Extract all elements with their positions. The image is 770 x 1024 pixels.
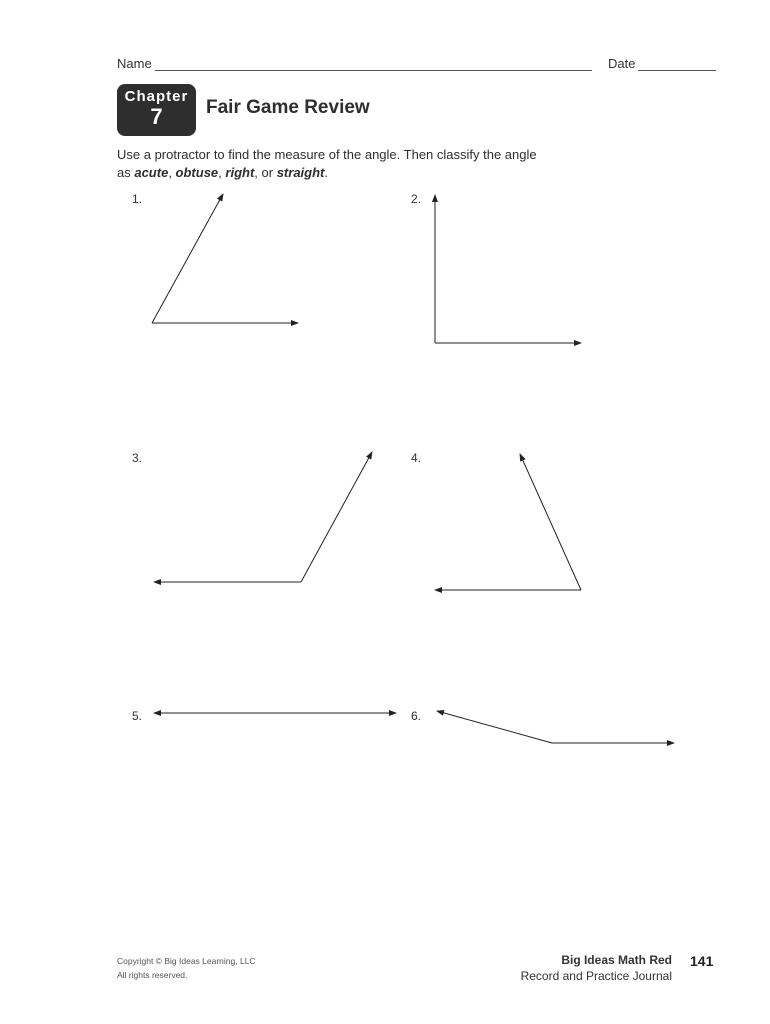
angle-3-figure: [154, 452, 372, 582]
term-acute: acute: [134, 165, 169, 180]
problem-2-number: 2.: [411, 192, 422, 206]
book-subtitle: Record and Practice Journal: [520, 969, 672, 983]
term-obtuse: obtuse: [175, 165, 219, 180]
copyright-text: Copyright © Big Ideas Learning, LLC: [117, 956, 256, 966]
instructions-line1: Use a protractor to find the measure of the angle. Then classify the angle: [117, 147, 537, 162]
angle-2-figure: [435, 195, 581, 343]
instructions: Use a protractor to find the measure of the angle. Then classify the angle as acute, obtuse, right, or straight.: [117, 147, 537, 180]
rights-text: All rights reserved.: [117, 970, 188, 980]
page-title: Fair Game Review: [206, 97, 370, 118]
angle-4-figure: [435, 454, 581, 590]
problem-6-number: 6.: [411, 709, 422, 723]
page-number: 141: [690, 953, 714, 969]
copyright-notice: [117, 954, 256, 982]
term-straight: straight: [276, 165, 325, 180]
angle-6-figure: [437, 711, 674, 743]
problem-3-number: 3.: [132, 451, 143, 465]
book-title: Big Ideas Math Red: [561, 953, 672, 967]
name-label: Name: [117, 56, 152, 71]
chapter-word: Chapter: [124, 88, 189, 105]
problem-5-number: 5.: [132, 709, 143, 723]
chapter-number: 7: [150, 104, 163, 129]
problem-4-number: 4.: [411, 451, 422, 465]
angle-1-figure: [152, 194, 298, 323]
term-right: right: [225, 165, 255, 180]
book-title-block: [521, 952, 672, 984]
problem-1-number: 1.: [132, 192, 143, 206]
date-label: Date: [608, 56, 636, 71]
